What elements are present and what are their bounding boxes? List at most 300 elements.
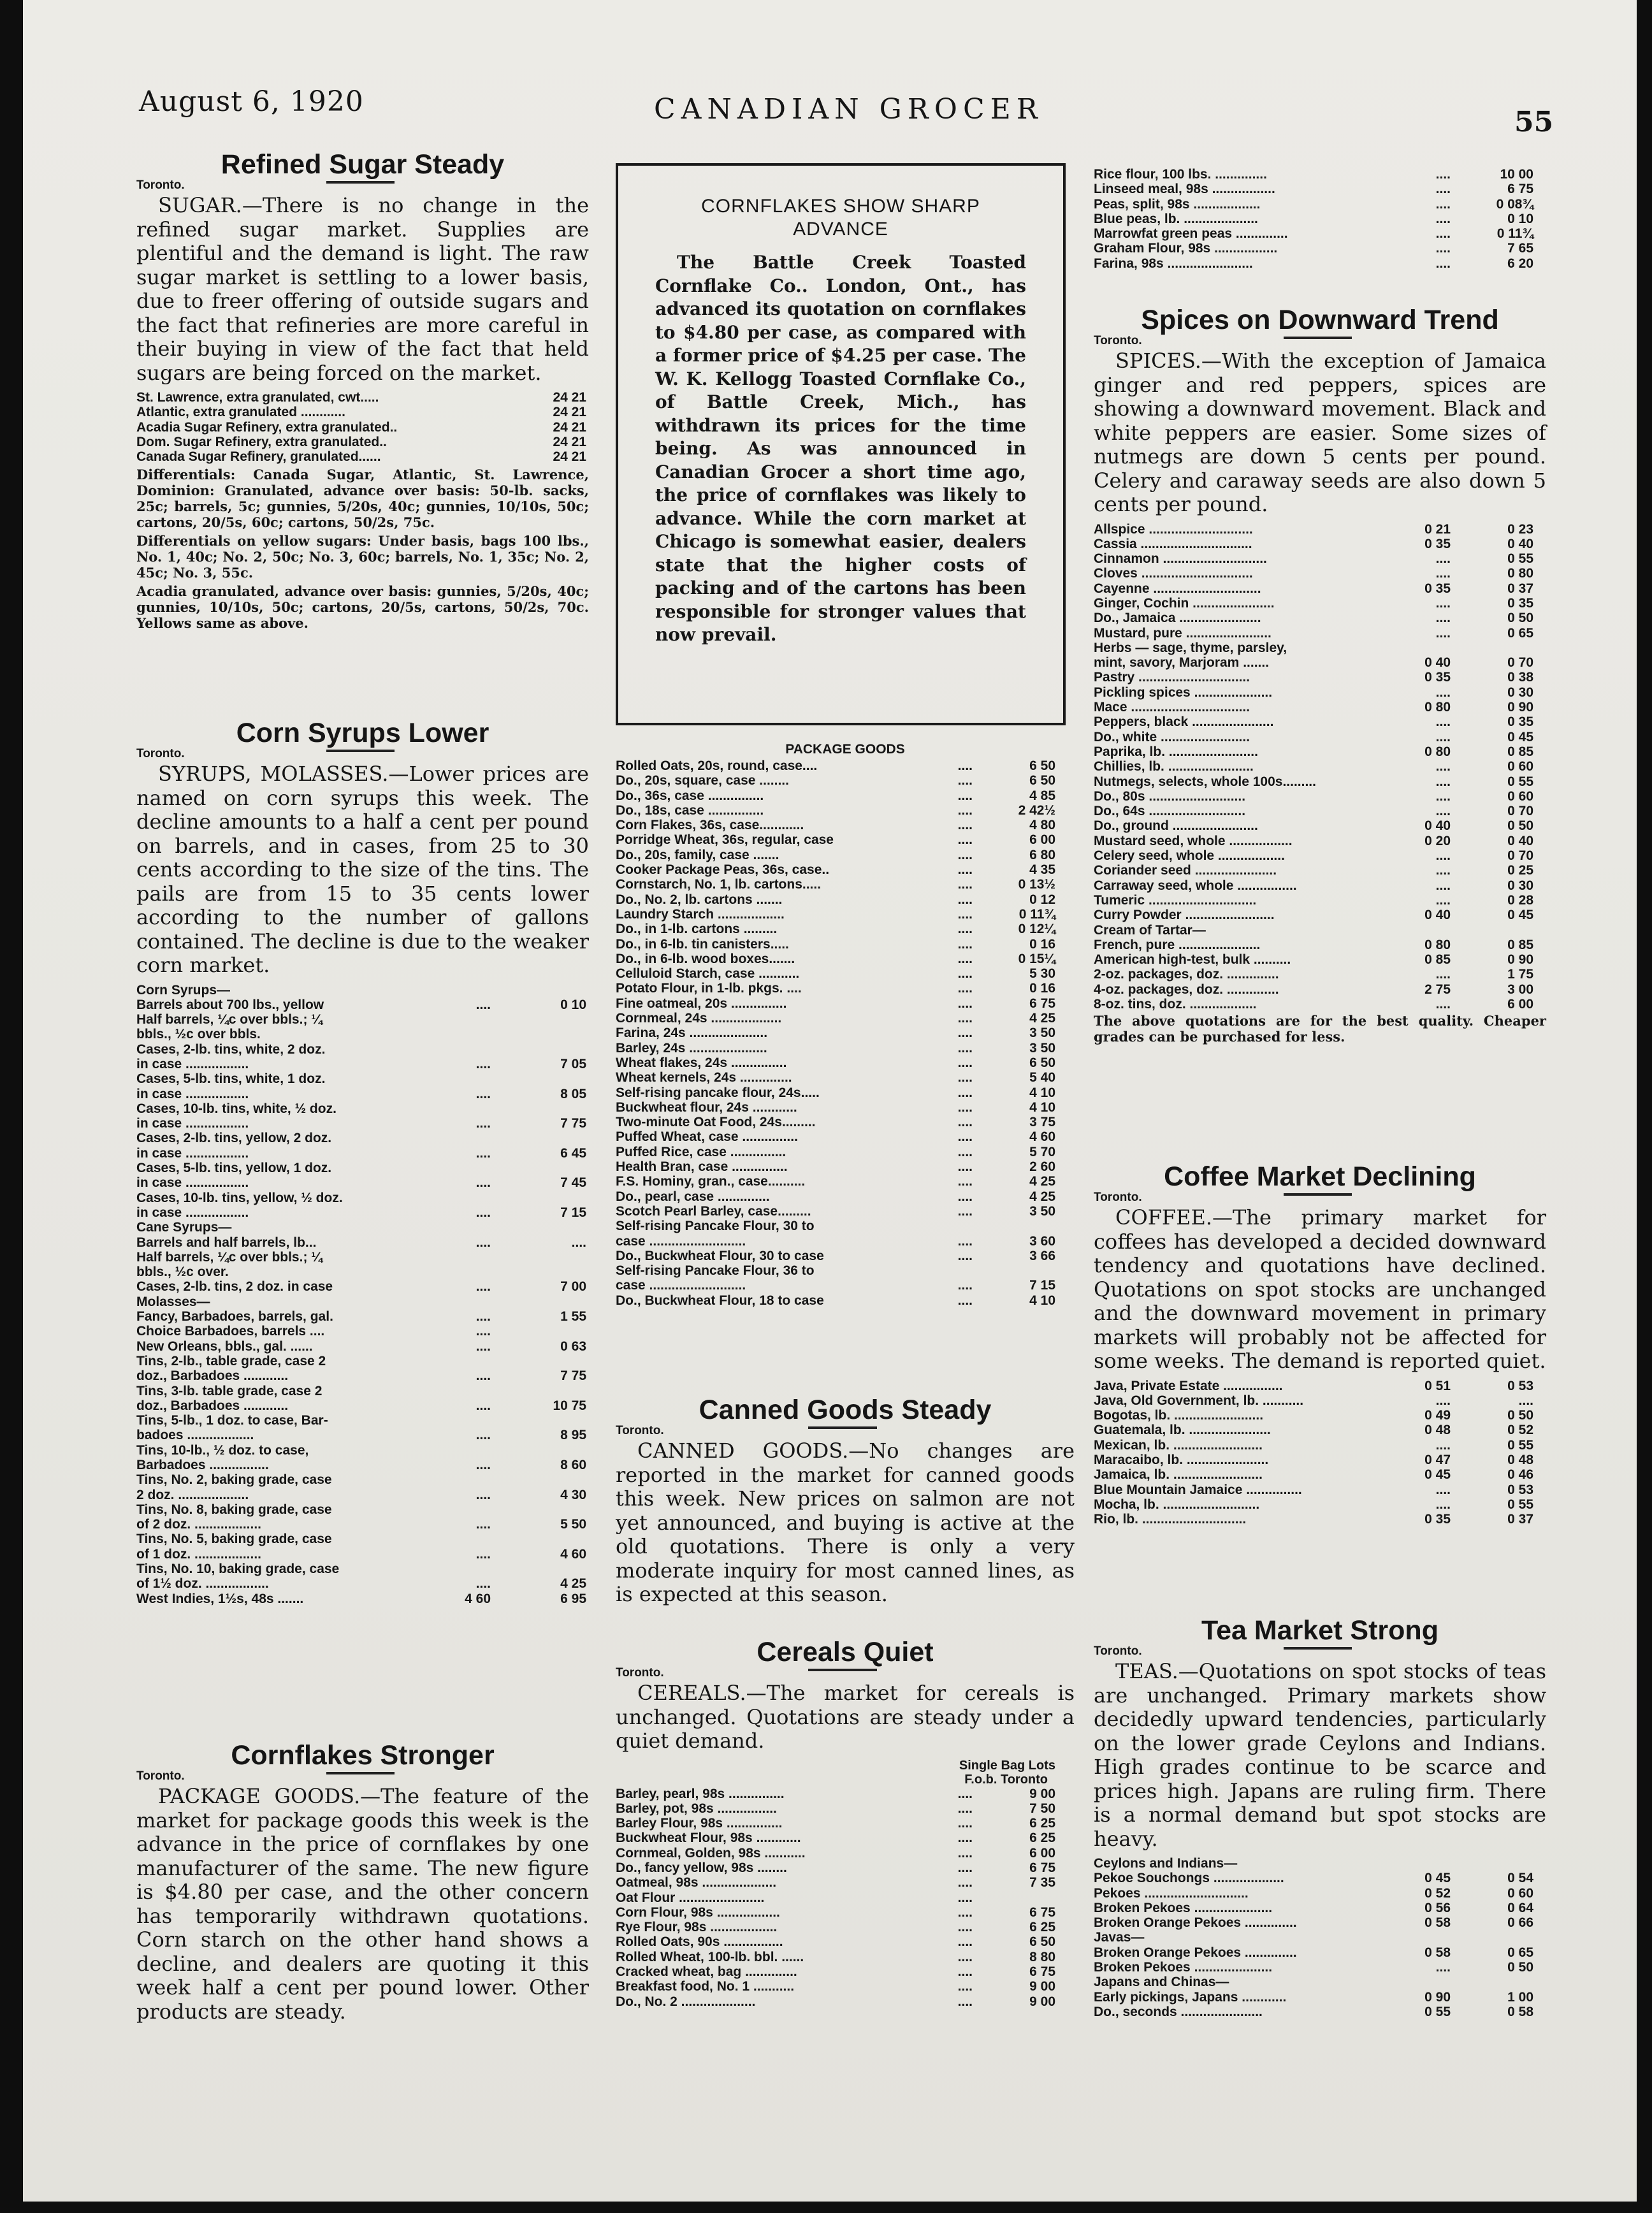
item-name: Dom. Sugar Refinery, extra granulated.. [136, 434, 387, 449]
price-high: 6 00 [1029, 1845, 1055, 1861]
price-low: .... [475, 1576, 491, 1592]
price-row [136, 1472, 589, 1487]
item-name: Do., Buckwheat Flour, 30 to case [616, 1248, 824, 1263]
canned-article: CANNED GOODS.—No changes are reported in the market for canned goods this week. New prices on salmon are not yet announced, and buying is active at the old quotations. There is only a very moderate inquiry for most canned lines, as is expected at this season. [616, 1439, 1075, 1606]
item-name: Farina, 98s ....................... [1094, 256, 1253, 271]
canned-heading: Canned Goods Steady [699, 1395, 992, 1425]
price-high: 4 10 [1029, 1085, 1055, 1100]
price-row [1094, 581, 1546, 596]
price-row [1094, 1408, 1546, 1423]
cornflakes-section [136, 1739, 589, 2029]
scan-border-right [1637, 0, 1652, 2213]
price-row [616, 1189, 1075, 1204]
price-row [1094, 1975, 1546, 1989]
price-high: 24 21 [553, 405, 586, 420]
price-high: 10 00 [1500, 167, 1533, 182]
price-high: 0 60 [1507, 759, 1533, 774]
item-name: Peas, split, 98s .................. [1094, 196, 1261, 212]
item-name: Buckwheat Flour, 98s ............ [616, 1831, 801, 1846]
price-row [136, 1547, 589, 1562]
item-name: Do., 18s, case ............... [616, 802, 764, 818]
item-name: Do., 20s, family, case ....... [616, 847, 779, 862]
price-high: 0 55 [1507, 1497, 1533, 1512]
price-low: .... [475, 1487, 491, 1502]
price-low: 0 58 [1424, 1945, 1451, 1960]
price-row [136, 1562, 589, 1576]
price-low: .... [1435, 967, 1451, 982]
item-name: Barley, 24s ..................... [616, 1040, 767, 1056]
price-row [1094, 863, 1546, 878]
item-name: Cayenne ............................. [1094, 581, 1261, 596]
item-name: Atlantic, extra granulated ............ [136, 405, 345, 420]
price-low: .... [957, 1159, 973, 1175]
price-row [136, 1235, 589, 1250]
price-row [616, 1994, 1075, 2009]
item-name: Do., 36s, case ............... [616, 788, 764, 803]
price-high: 0 70 [1507, 848, 1533, 864]
price-high: 3 50 [1029, 1203, 1055, 1219]
price-high: 0 37 [1507, 581, 1533, 596]
price-row [1094, 1856, 1546, 1871]
price-low: .... [957, 832, 973, 848]
price-low: 0 20 [1424, 833, 1451, 848]
price-row [1094, 1423, 1546, 1437]
price-low: .... [475, 1205, 491, 1220]
price-row [1094, 566, 1546, 581]
price-high: 9 00 [1029, 1994, 1055, 2009]
price-row [1094, 1393, 1546, 1408]
price-high: 3 00 [1507, 982, 1533, 997]
item-name: Cinnamon ............................ [1094, 551, 1267, 567]
price-row [616, 1934, 1075, 1949]
item-name: Corn Flakes, 36s, case............ [616, 818, 804, 833]
price-row [616, 1026, 1075, 1040]
item-name: in case ................. [136, 1086, 249, 1101]
price-low: .... [475, 1086, 491, 1101]
price-low: .... [957, 1786, 973, 1801]
price-row [136, 1161, 589, 1175]
price-row [1094, 848, 1546, 863]
spices-note: The above quotations are for the best quality. Cheaper grades can be purchased for less. [1094, 1013, 1546, 1045]
price-low: .... [957, 1920, 973, 1935]
price-low: .... [957, 1964, 973, 1980]
price-low: 0 58 [1424, 1915, 1451, 1931]
item-name: Barbadoes ................ [136, 1458, 269, 1472]
item-name: Self-rising pancake flour, 24s..... [616, 1085, 820, 1100]
price-row [616, 1278, 1075, 1293]
item-name: Wheat kernels, 24s .............. [616, 1070, 792, 1085]
price-low: .... [1435, 997, 1451, 1012]
price-high: 0 15¼ [1018, 951, 1055, 966]
price-row [1094, 1438, 1546, 1453]
item-name: Pastry .............................. [1094, 670, 1250, 685]
price-high: 4 80 [1029, 818, 1055, 833]
coffee-section [1094, 1160, 1546, 1527]
syrups-heading: Corn Syrups Lower [236, 718, 489, 748]
price-row [136, 1295, 589, 1309]
price-low: 0 48 [1424, 1423, 1451, 1438]
price-low: .... [957, 1129, 973, 1145]
item-name: Cornmeal, 24s ................... [616, 1011, 782, 1026]
price-low: .... [957, 1248, 973, 1263]
item-name: Tins, No. 8, baking grade, case [136, 1502, 332, 1517]
price-high: 6 75 [1029, 1905, 1055, 1920]
price-low: .... [957, 788, 973, 803]
syrups-section [136, 716, 589, 1606]
price-row [1094, 256, 1546, 271]
item-name: Tins, No. 5, baking grade, case [136, 1532, 332, 1547]
price-row [1094, 938, 1546, 952]
price-row [616, 1234, 1075, 1249]
coffee-city: Toronto. [1094, 1191, 1546, 1205]
cereals-article: CEREALS.—The market for cereals is unchanged. Quotations are steady under a quiet demand. [616, 1681, 1075, 1753]
price-row [1094, 1915, 1546, 1930]
price-row [1094, 2005, 1546, 2019]
price-high: 0 16 [1029, 981, 1055, 996]
item-name: in case ................. [136, 1175, 249, 1191]
item-name: Mexican, lb. ........................ [1094, 1437, 1263, 1453]
price-row [136, 1384, 589, 1398]
price-high: 0 85 [1507, 744, 1533, 759]
item-name: Farina, 24s ..................... [616, 1026, 768, 1041]
price-low: .... [1435, 196, 1451, 212]
price-low: .... [957, 1801, 973, 1816]
price-row [1094, 700, 1546, 715]
price-low: .... [957, 802, 973, 818]
price-high: 4 25 [1029, 1011, 1055, 1026]
price-row [1094, 1497, 1546, 1512]
price-low: .... [1435, 595, 1451, 611]
coffee-price-list [1094, 1379, 1546, 1527]
price-high: 0 10 [560, 997, 586, 1012]
item-name: case .......................... [616, 1233, 746, 1249]
price-row [616, 788, 1075, 803]
item-name: Early pickings, Japans ............ [1094, 1989, 1287, 2005]
price-high: 7 75 [560, 1368, 586, 1384]
price-row [1094, 893, 1546, 908]
price-high: 4 25 [560, 1576, 586, 1592]
item-name: Cracked wheat, bag .............. [616, 1964, 797, 1980]
price-row [136, 1220, 589, 1235]
price-row [136, 1087, 589, 1101]
price-low: .... [1435, 715, 1451, 730]
package-goods-section [616, 742, 1075, 1308]
price-row [136, 1101, 589, 1116]
price-high: 1 75 [1507, 967, 1533, 982]
price-row [616, 758, 1075, 773]
price-row [1094, 982, 1546, 997]
price-high: 0 37 [1507, 1512, 1533, 1527]
price-row [1094, 522, 1546, 537]
price-low: .... [957, 1890, 973, 1905]
sugar-price-list [136, 390, 589, 464]
price-row [616, 773, 1075, 788]
item-name: Cases, 10-lb. tins, white, ½ doz. [136, 1101, 337, 1116]
price-high: 4 30 [560, 1487, 586, 1502]
price-low: .... [1435, 1437, 1451, 1453]
tea-heading: Tea Market Strong [1201, 1615, 1438, 1646]
price-high: 4 25 [1029, 1174, 1055, 1189]
price-low: 0 45 [1424, 1467, 1451, 1483]
item-name: Self-rising Pancake Flour, 36 to [616, 1263, 815, 1279]
item-name: Do., in 6-lb. tin canisters..... [616, 936, 789, 952]
price-high: 0 80 [1507, 566, 1533, 581]
item-name: Java, Private Estate ................ [1094, 1378, 1283, 1393]
price-high: 0 48 [1507, 1452, 1533, 1467]
price-high: 0 25 [1507, 863, 1533, 878]
price-low: .... [957, 1905, 973, 1920]
price-row [136, 1250, 589, 1265]
price-high: 3 50 [1029, 1040, 1055, 1056]
scan-border-left [0, 0, 23, 2213]
price-high: 0 55 [1507, 551, 1533, 567]
price-low: .... [957, 996, 973, 1011]
item-name: Cream of Tartar— [1094, 922, 1206, 938]
spices-price-list [1094, 522, 1546, 1012]
price-high: 0 64 [1507, 1900, 1533, 1915]
price-high: 9 00 [1029, 1979, 1055, 1994]
price-low: .... [1435, 759, 1451, 774]
price-row [1094, 641, 1546, 655]
item-name: Cornmeal, Golden, 98s ........... [616, 1845, 806, 1861]
price-low: 0 80 [1424, 700, 1451, 715]
price-row [136, 1071, 589, 1086]
cereals-heading: Cereals Quiet [757, 1637, 934, 1667]
price-row [616, 1950, 1075, 1964]
canned-city: Toronto. [616, 1424, 1075, 1438]
price-low: .... [957, 951, 973, 966]
publication-title: CANADIAN GROCER [654, 93, 1043, 126]
price-row [616, 832, 1075, 847]
price-high: 6 45 [560, 1145, 586, 1161]
item-name: Tins, 5-lb., 1 doz. to case, Bar- [136, 1413, 328, 1428]
flours-section [1094, 167, 1546, 271]
price-row [1094, 1945, 1546, 1960]
price-low: 0 40 [1424, 908, 1451, 923]
price-high: 0 90 [1507, 952, 1533, 968]
item-name: St. Lawrence, extra granulated, cwt..... [136, 390, 379, 405]
price-low: .... [1435, 182, 1451, 197]
item-name: Rolled Oats, 90s ................ [616, 1934, 783, 1950]
price-high: 4 60 [1029, 1129, 1055, 1145]
item-name: Choice Barbadoes, barrels .... [136, 1324, 325, 1339]
item-name: bbls., ½c over bbls. [136, 1027, 261, 1042]
price-low: .... [957, 892, 973, 907]
item-name: Maracaibo, lb. ...................... [1094, 1452, 1269, 1467]
coffee-heading: Coffee Market Declining [1164, 1161, 1476, 1192]
item-name: in case ................. [136, 1056, 249, 1071]
price-row [136, 1532, 589, 1546]
price-row [616, 1070, 1075, 1085]
price-row [616, 803, 1075, 818]
price-row [616, 1890, 1075, 1905]
price-low: .... [1435, 566, 1451, 581]
price-row [1094, 212, 1546, 226]
price-row [1094, 685, 1546, 700]
price-high: 7 15 [1029, 1278, 1055, 1293]
price-row [136, 1191, 589, 1205]
price-low: .... [1435, 1393, 1451, 1408]
item-name: Tins, No. 2, baking grade, case [136, 1472, 332, 1488]
price-high: 3 60 [1029, 1233, 1055, 1249]
price-low: .... [1435, 256, 1451, 271]
price-low: .... [957, 936, 973, 952]
price-row [616, 1145, 1075, 1159]
item-name: Fine oatmeal, 20s ............... [616, 996, 787, 1011]
price-row [136, 405, 589, 419]
price-low: .... [475, 1398, 491, 1413]
price-low: .... [1435, 848, 1451, 864]
price-high: 1 00 [1507, 1989, 1533, 2005]
price-row [1094, 182, 1546, 196]
price-low: .... [475, 1056, 491, 1071]
price-row [616, 922, 1075, 936]
price-row [1094, 715, 1546, 729]
item-name: Mustard, pure ....................... [1094, 625, 1272, 641]
price-row [616, 981, 1075, 996]
price-high: 0 70 [1507, 804, 1533, 819]
price-row [616, 1861, 1075, 1875]
item-name: Tins, 10-lb., ½ doz. to case, [136, 1442, 309, 1458]
item-name: Rolled Wheat, 100-lb. bbl. ...... [616, 1949, 804, 1964]
price-high: .... [1518, 1393, 1533, 1408]
price-row [1094, 730, 1546, 744]
spices-city: Toronto. [1094, 334, 1546, 348]
price-row [136, 1458, 589, 1472]
price-low: .... [957, 1174, 973, 1189]
price-high: 0 45 [1507, 729, 1533, 744]
price-low: 0 35 [1424, 536, 1451, 551]
price-row [136, 1592, 589, 1606]
price-low: .... [957, 1099, 973, 1115]
price-low: .... [957, 1816, 973, 1831]
price-low: 0 45 [1424, 1871, 1451, 1886]
price-low: .... [475, 1324, 491, 1339]
price-row [1094, 1512, 1546, 1527]
price-low: .... [475, 1145, 491, 1161]
price-row [616, 1129, 1075, 1144]
price-low: .... [957, 1831, 973, 1846]
item-name: Mustard seed, whole ................. [1094, 833, 1293, 848]
price-row [1094, 1467, 1546, 1482]
price-row [136, 1339, 589, 1354]
price-low: .... [957, 1011, 973, 1026]
sugar-note-2: Differentials on yellow sugars: Under basis, bags 100 lbs., No. 1, 40c; No. 2, 50c; No. 3, 60c; barrels, No. 1, 35c; No. 2, 45c; No. 3, 55c. [136, 533, 589, 581]
item-name: Marrowfat green peas .............. [1094, 226, 1288, 242]
price-low: .... [1435, 729, 1451, 744]
price-low: .... [957, 1293, 973, 1308]
price-row [1094, 1960, 1546, 1975]
item-name: Javas— [1094, 1930, 1145, 1945]
price-low: 0 40 [1424, 655, 1451, 671]
price-row [136, 1027, 589, 1041]
price-row [616, 937, 1075, 952]
item-name: Rye Flour, 98s .................. [616, 1920, 778, 1935]
item-name: doz., Barbadoes ............ [136, 1368, 289, 1384]
cereals-col-header-2: F.o.b. Toronto [964, 1772, 1048, 1787]
price-low: .... [957, 1860, 973, 1875]
item-name: Corn Syrups— [136, 982, 231, 998]
price-high: 0 50 [1507, 1960, 1533, 1975]
item-name: Nutmegs, selects, whole 100s......... [1094, 774, 1316, 789]
price-row [1094, 1871, 1546, 1885]
price-row [616, 892, 1075, 907]
price-low: 0 52 [1424, 1885, 1451, 1901]
price-high: 4 10 [1029, 1293, 1055, 1308]
price-row [1094, 537, 1546, 551]
price-high: 0 54 [1507, 1871, 1533, 1886]
item-name: 2-oz. packages, doz. .............. [1094, 967, 1279, 982]
item-name: Cases, 10-lb. tins, yellow, ½ doz. [136, 1190, 343, 1205]
item-name: Barrels about 700 lbs., yellow [136, 997, 324, 1012]
sugar-note-1: Differentials: Canada Sugar, Atlantic, St. Lawrence, Dominion: Granulated, advance over basis: 50-lb. sacks, 25c; barrels, 5c; gunnies, 5/20s, 40c; gunnies, 10/10s, 50c; cartons, 20/5s, 60c; cartons, 50/2s, 75c. [136, 467, 589, 531]
flours-price-list [1094, 167, 1546, 271]
price-row [1094, 967, 1546, 982]
price-low: .... [957, 773, 973, 788]
price-low: .... [1435, 241, 1451, 256]
price-low: .... [957, 1085, 973, 1100]
item-name: Do., 20s, square, case ........ [616, 773, 789, 788]
price-high: 4 25 [1029, 1189, 1055, 1204]
price-low: .... [475, 1546, 491, 1562]
item-name: Tins, 3-lb. table grade, case 2 [136, 1383, 322, 1398]
sugar-heading: Refined Sugar Steady [221, 149, 505, 180]
coffee-article: COFFEE.—The primary market for coffees has developed a decided downward tendency and quotations have declined. Quotations on spot stocks are unchanged and the downward movement in primary markets will probably not be affected for some weeks. The demand is reported quiet. [1094, 1205, 1546, 1373]
price-low: .... [1435, 788, 1451, 804]
price-low: .... [957, 1203, 973, 1219]
column-left [136, 148, 589, 634]
price-row [1094, 744, 1546, 759]
item-name: Corn Flour, 98s ................. [616, 1905, 780, 1920]
price-row [616, 1787, 1075, 1801]
price-high: 2 60 [1029, 1159, 1055, 1175]
price-low: .... [957, 1979, 973, 1994]
price-low: .... [957, 1934, 973, 1950]
price-row [136, 1413, 589, 1428]
price-low: .... [957, 758, 973, 773]
price-high: 5 30 [1029, 966, 1055, 982]
item-name: Java, Old Government, lb. ........... [1094, 1393, 1304, 1408]
price-high: 0 45 [1507, 908, 1533, 923]
price-low: .... [957, 1189, 973, 1204]
price-high: 2 42½ [1018, 802, 1055, 818]
item-name: Do., in 1-lb. cartons ......... [616, 922, 778, 937]
item-name: Pekoes ............................ [1094, 1885, 1249, 1901]
price-row [1094, 1901, 1546, 1915]
price-low: .... [957, 981, 973, 996]
item-name: Rio, lb. ............................ [1094, 1512, 1247, 1527]
price-low: .... [475, 1235, 491, 1250]
price-low: .... [957, 1278, 973, 1293]
price-row [616, 1979, 1075, 1994]
price-high: 0 90 [1507, 700, 1533, 715]
price-row [1094, 197, 1546, 212]
price-row [616, 952, 1075, 966]
price-high: 6 75 [1029, 996, 1055, 1011]
price-row [1094, 774, 1546, 789]
item-name: in case ................. [136, 1145, 249, 1161]
price-row [1094, 952, 1546, 967]
item-name: Guatemala, lb. ...................... [1094, 1423, 1271, 1438]
price-high: 0 50 [1507, 818, 1533, 834]
price-high: 10 75 [553, 1398, 586, 1413]
price-row [616, 1293, 1075, 1308]
scan-border-bottom [0, 2202, 1652, 2213]
item-name: Scotch Pearl Barley, case......... [616, 1203, 811, 1219]
price-row [136, 435, 589, 449]
price-high: 7 35 [1029, 1875, 1055, 1890]
item-name: Half barrels, ¼c over bbls.; ¼ [136, 1249, 322, 1265]
